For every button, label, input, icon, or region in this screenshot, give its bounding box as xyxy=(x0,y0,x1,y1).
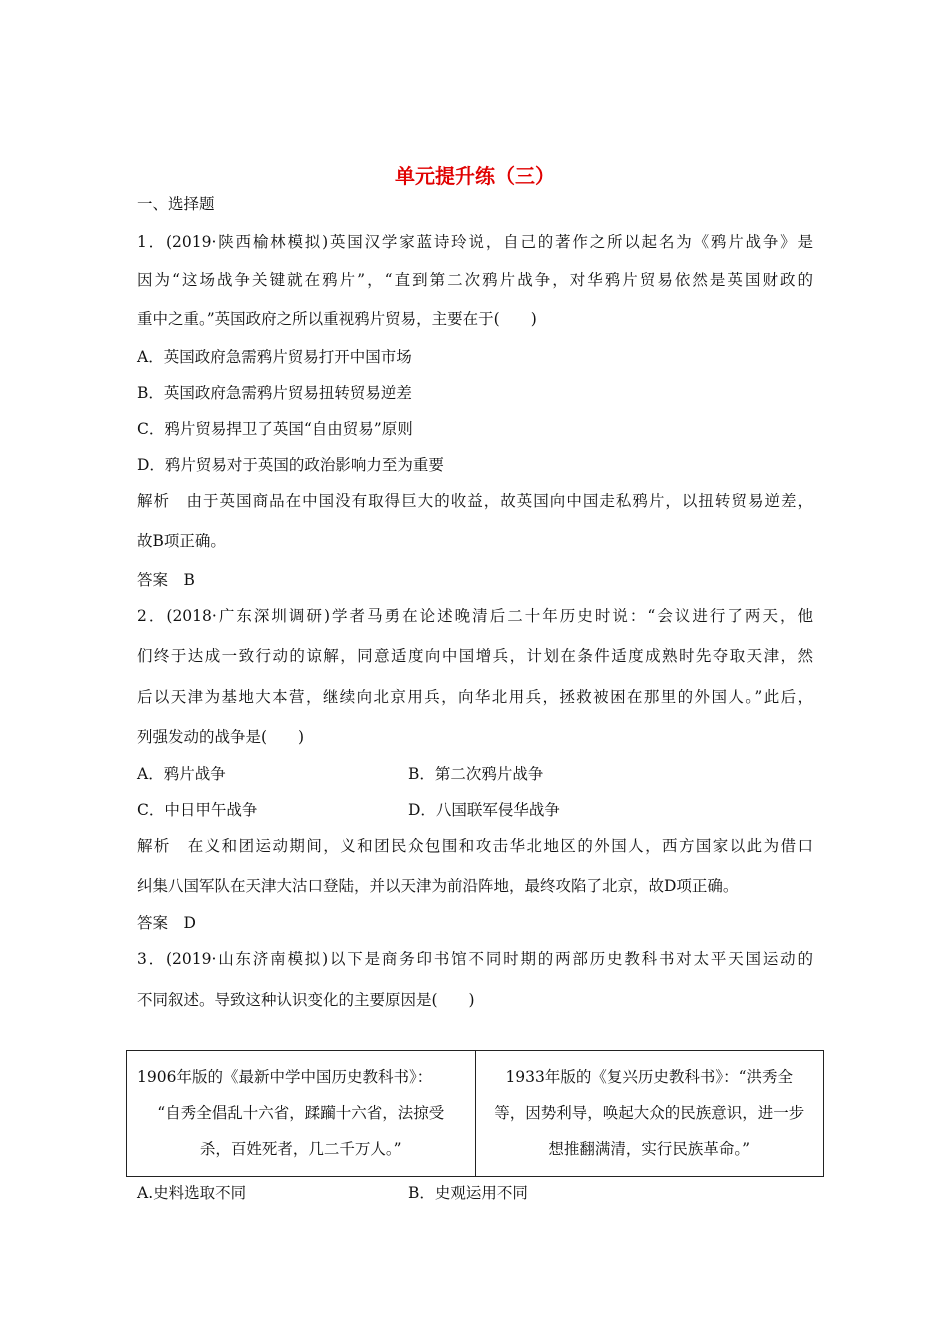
q2-option-d: D．八国联军侵华战争 xyxy=(408,801,560,819)
question-2-line-1: 2．(2018·广东深圳调研)学者马勇在论述晚清后二十年历史时说：“会议进行了两天，他 xyxy=(137,607,813,625)
question-2-line-3: 后以天津为基地大本营，继续向北京用兵，向华北用兵，拯救被困在那里的外国人。”此后， xyxy=(137,688,813,706)
quote-1906-text-1: “自秀全倡乱十六省，蹂躏十六省，法掠受 xyxy=(157,1104,445,1122)
q1-option-a: A．英国政府急需鸦片贸易打开中国市场 xyxy=(137,348,412,366)
question-2-line-2: 们终于达成一致行动的谅解，同意适度向中国增兵，计划在条件适度成熟时先夺取天津，然 xyxy=(137,647,813,665)
q2-analysis-line-2: 纠集八国军队在天津大沽口登陆，并以天津为前沿阵地，最终攻陷了北京，故D项正确。 xyxy=(137,877,739,895)
q1-option-d: D．鸦片贸易对于英国的政治影响力至为重要 xyxy=(137,456,444,474)
quote-1933-text-2: 想推翻满清，实行民族革命。” xyxy=(548,1140,751,1158)
question-3-line-1: 3．(2019·山东济南模拟)以下是商务印书馆不同时期的两部历史教科书对太平天国运动的 xyxy=(137,950,813,968)
quote-cell-1933 xyxy=(475,1051,824,1176)
question-3-line-2: 不同叙述。导致这种认识变化的主要原因是( ) xyxy=(137,991,475,1009)
q3-option-b: B．史观运用不同 xyxy=(408,1184,528,1202)
q2-answer: 答案 D xyxy=(137,914,196,932)
quote-table xyxy=(126,1050,824,1177)
q1-analysis-line-1: 解析 由于英国商品在中国没有取得巨大的收益，故英国向中国走私鸦片，以扭转贸易逆差， xyxy=(137,492,813,510)
question-1-line-2: 因为“这场战争关键就在鸦片”，“直到第二次鸦片战争，对华鸦片贸易依然是英国财政的 xyxy=(137,271,813,289)
q2-option-c: C．中日甲午战争 xyxy=(137,801,258,819)
q2-option-b: B．第二次鸦片战争 xyxy=(408,765,544,783)
section-heading: 一、选择题 xyxy=(137,195,215,213)
q2-analysis-line-1: 解析 在义和团运动期间，义和团民众包围和攻击华北地区的外国人，西方国家以此为借口 xyxy=(137,837,813,855)
quote-cell-1906 xyxy=(127,1051,475,1176)
quote-1933-text-1: 等，因势利导，唤起大众的民族意识，进一步 xyxy=(494,1104,805,1122)
quote-1906-text-2: 杀，百姓死者，几二千万人。” xyxy=(199,1140,402,1158)
question-1-line-1: 1．(2019·陕西榆林模拟)英国汉学家蓝诗玲说，自己的著作之所以起名为《鸦片战争》是 xyxy=(137,233,813,251)
question-2-line-4: 列强发动的战争是( ) xyxy=(137,728,305,746)
q1-option-c: C．鸦片贸易捍卫了英国“自由贸易”原则 xyxy=(137,420,413,438)
q1-option-b: B．英国政府急需鸦片贸易扭转贸易逆差 xyxy=(137,384,412,402)
q1-answer: 答案 B xyxy=(137,571,195,589)
page-title: 单元提升练（三） xyxy=(395,164,555,188)
q1-analysis-line-2: 故B项正确。 xyxy=(137,532,226,550)
q2-option-a: A．鸦片战争 xyxy=(137,765,226,783)
quote-1933-source: 1933年版的《复兴历史教科书》：“洪秀全 xyxy=(505,1068,794,1086)
quote-1906-source: 1906年版的《最新中学中国历史教科书》： xyxy=(137,1068,433,1086)
q3-option-a: A.史料选取不同 xyxy=(137,1184,247,1202)
question-1-line-3: 重中之重。”英国政府之所以重视鸦片贸易，主要在于( ) xyxy=(137,310,537,328)
